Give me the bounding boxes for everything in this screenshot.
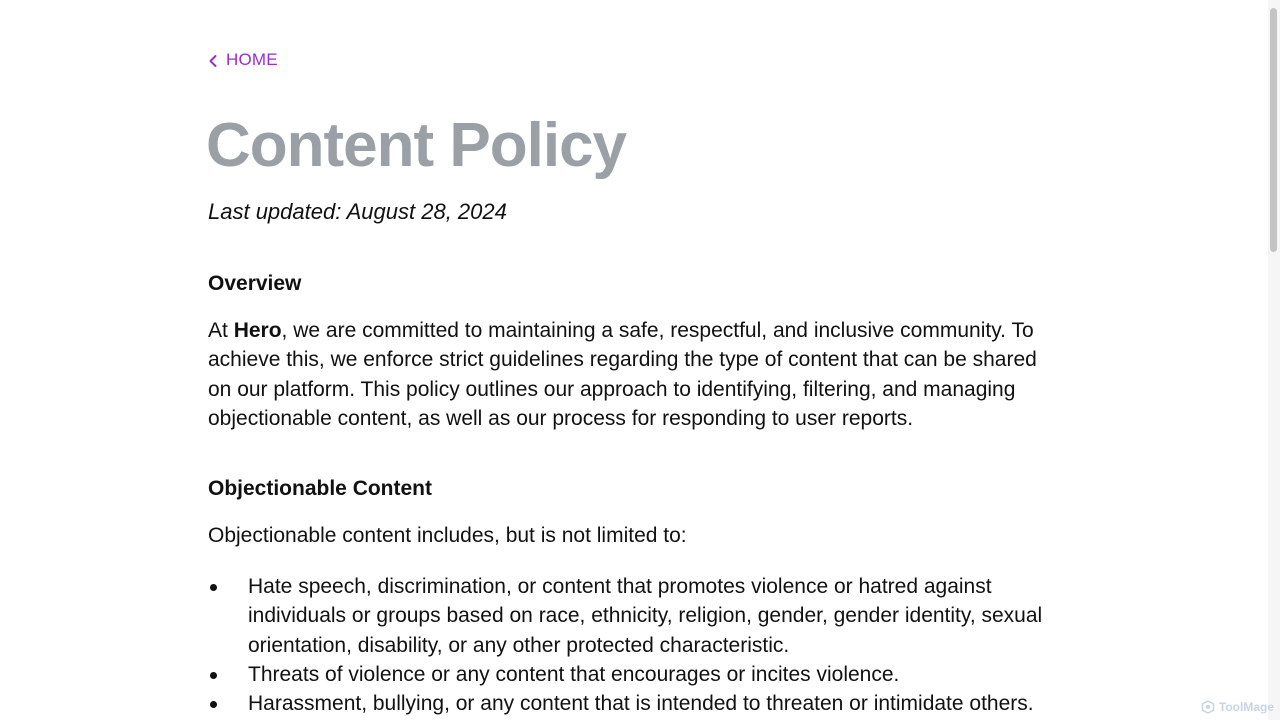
objectionable-content-heading: Objectionable Content	[208, 477, 433, 500]
watermark	[1201, 700, 1274, 714]
bullet-icon	[210, 701, 217, 708]
overview-body: , we are committed to maintaining a safe, respectful, and inclusive community. To achieve this, we enforce strict guidelines regarding the type of content that can be shared on our platform. This policy outlines our approach to identifying, filtering, and managing objectionable content, as well as our process for responding to user reports.	[208, 319, 1037, 430]
objectionable-list	[208, 572, 1048, 718]
chevron-left-icon	[208, 53, 218, 67]
home-back-link[interactable]	[208, 50, 278, 70]
page-title: Content Policy	[206, 111, 627, 180]
scrollbar-thumb[interactable]	[1270, 8, 1277, 252]
objectionable-intro: Objectionable content includes, but is not limited to:	[208, 524, 687, 547]
toolmage-logo-icon	[1201, 700, 1215, 714]
home-link-label: HOME	[226, 50, 278, 69]
list-item	[208, 689, 1048, 718]
overview-prefix: At	[208, 319, 234, 342]
list-item-text: Threats of violence or any content that encourages or incites violence.	[248, 662, 900, 686]
list-item-text: Hate speech, discrimination, or content that promotes violence or hatred against individuals or groups based on race, ethnicity, religion, gender, gender identity, sexual orientation, disability, or any other protected characteristic.	[248, 575, 1043, 657]
overview-paragraph	[208, 316, 1048, 433]
vertical-scrollbar[interactable]	[1268, 0, 1280, 720]
brand-name: Hero	[233, 319, 282, 342]
last-updated-text: Last updated: August 28, 2024	[208, 199, 507, 224]
bullet-icon	[210, 584, 217, 591]
overview-heading: Overview	[208, 272, 302, 295]
list-item	[208, 660, 1048, 689]
list-item-text: Harassment, bullying, or any content that is intended to threaten or intimidate others.	[248, 692, 1034, 716]
watermark-label: ToolMage	[1218, 700, 1274, 714]
list-item	[208, 572, 1048, 660]
bullet-icon	[210, 672, 217, 679]
